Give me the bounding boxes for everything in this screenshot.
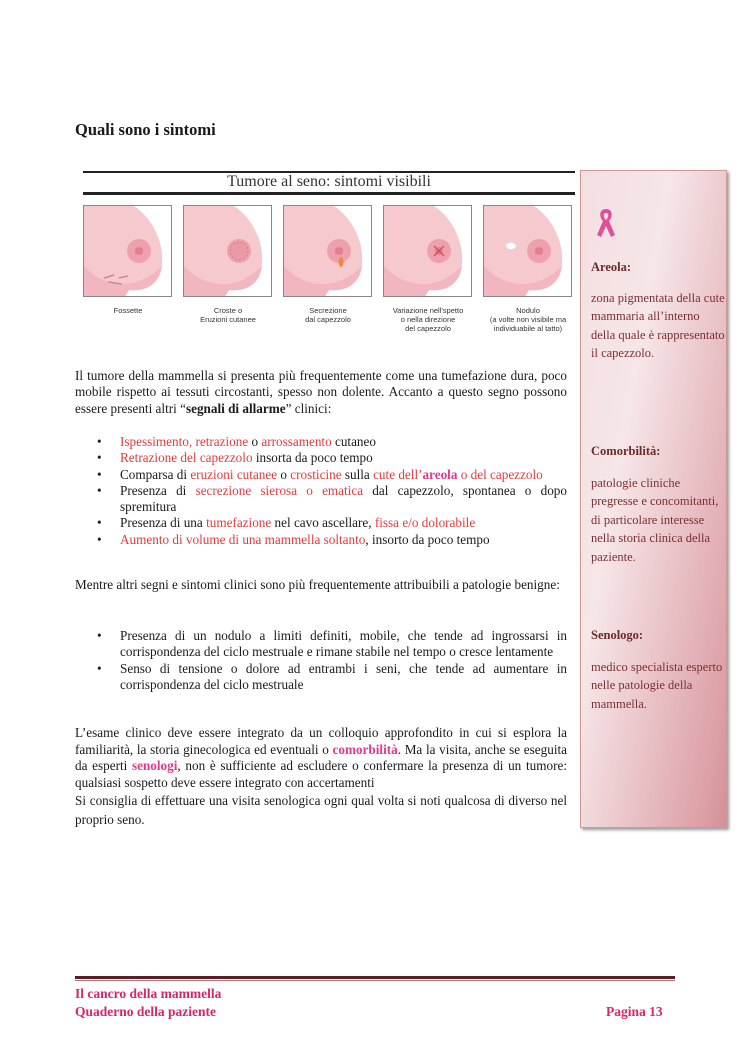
page-number: Pagina 13 — [606, 1004, 663, 1019]
alarm-highlight: secrezione sierosa o ematica — [195, 482, 364, 498]
alarm-highlight: fissa e/o dolorabile — [374, 515, 476, 531]
figure-caption: Nodulo (a volte non visibile ma individuabile al tatto) — [489, 306, 567, 333]
text-segment: o — [277, 466, 291, 482]
text-segment: dal capezzolo, spontanea o dopo spremitura — [120, 482, 567, 515]
alarm-sign-item — [75, 515, 567, 531]
text-segment: Presenza di — [120, 482, 196, 498]
alarm-sign-item — [75, 483, 567, 516]
benign-sign-item — [75, 661, 567, 694]
text-segment: Comparsa di — [120, 466, 191, 482]
section-title: Quali sono i sintomi — [75, 120, 216, 139]
glossary-term-areola: Areola: — [591, 260, 632, 274]
glossary-highlight: comorbilità — [332, 741, 398, 757]
glossary-term-senologo: Senologo: — [591, 628, 644, 642]
pink-ribbon-icon — [595, 207, 617, 239]
glossary-highlight: senologi — [131, 758, 178, 774]
alarm-highlight: Ispessimento, retrazione — [120, 434, 249, 449]
text-segment: cutaneo — [331, 434, 376, 449]
text-segment: L’esame clinico deve essere integrato da un colloquio approfondito in cui si esplora la familiarità, la storia ginecologica ed eventuali o — [75, 725, 567, 757]
glossary-term-comorbilita: Comorbilità: — [591, 444, 661, 458]
text-segment: , non è sufficiente ad escludere o confermare la presenza di un tumore: qualsiasi sospetto deve essere integrato con accertamenti — [75, 758, 567, 790]
figure-caption: Fossette — [113, 306, 143, 315]
figure-caption: Variazione nell'spetto o nella direzione del capezzolo — [392, 306, 464, 333]
glossary-highlight: areola — [422, 466, 458, 482]
intro-paragraph — [75, 368, 567, 417]
figure-caption: Croste o Eruzioni cutanee — [200, 306, 256, 324]
closing-paragraph — [75, 725, 567, 829]
glossary-definition-senologo: medico specialista esperto nelle patologie della mammella. — [591, 660, 723, 711]
symptoms-figure — [83, 170, 575, 342]
footer-rule-thin — [75, 980, 675, 981]
alarm-sign-item — [75, 532, 567, 548]
footer-book-subtitle: Quaderno della paziente — [75, 1004, 216, 1019]
alarm-highlight: o del capezzolo — [457, 466, 543, 482]
text-segment: insorta da poco tempo — [252, 450, 373, 466]
text-segment: Presenza di una — [120, 515, 207, 531]
alarm-sign-item — [75, 467, 567, 483]
footer-rule — [75, 976, 675, 979]
text-segment: nel cavo ascellare, — [271, 515, 375, 531]
closing-advice: Si consiglia di effettuare una visita senologica ogni qual volta si noti qualcosa di diverso nel proprio seno. — [75, 793, 567, 828]
alarm-highlight: arrossamento — [261, 434, 332, 449]
text-segment: . Ma la visita, anche se eseguita da esperti — [75, 741, 568, 774]
alarm-highlight: Aumento di volume di una mammella soltanto — [120, 531, 366, 547]
text-segment: Presenza di un nodulo a limiti definiti, mobile, che tende ad ingrossarsi in corrispondenza del ciclo mestruale e rimane stabile nel tempo o cresce lentamente — [120, 628, 567, 660]
text-segment: Senso di tensione o dolore ad entrambi i seni, che tende ad aumentare in corrispondenza del ciclo mestruale — [120, 660, 567, 692]
glossary-sidebar — [580, 170, 727, 828]
text-segment: Il tumore della mammella si presenta più frequentemente come una tumefazione dura, poco mobile rispetto ai tessuti circostanti, spesso non dolente. Accanto a questo segno possono essere presenti altri “ — [75, 368, 567, 416]
breast-illustration-2 — [183, 205, 272, 297]
glossary-definition-areola: zona pigmentata della cute mammaria all’interno della quale è rappresentato il capezzolo. — [591, 291, 725, 361]
alarm-highlight: crosticine — [290, 466, 342, 482]
text-segment: ” clinici: — [285, 400, 332, 416]
alarm-highlight: Retrazione del capezzolo — [120, 450, 253, 466]
figure-caption: Secrezione dal capezzolo — [305, 306, 351, 324]
text-segment: o — [248, 434, 262, 449]
alarm-signs-list — [75, 434, 567, 548]
figure-rule-bottom — [83, 192, 575, 195]
breast-illustration-3 — [283, 205, 372, 297]
alarm-sign-item — [75, 450, 567, 466]
text-segment: , insorto da poco tempo — [365, 531, 490, 547]
alarm-highlight: cute dell’ — [373, 466, 423, 482]
glossary-definition-comorbilita: patologie cliniche pregresse e concomitanti, di particolare interesse nella storia clinica della paziente. — [591, 476, 719, 564]
text-segment: segnali di allarme — [185, 400, 286, 416]
alarm-highlight: tumefazione — [206, 515, 272, 531]
text-segment: Mentre altri segni e sintomi clinici sono più frequentemente attribuibili a patologie benigne: — [75, 577, 560, 592]
benign-intro-paragraph — [75, 577, 567, 593]
benign-sign-item — [75, 628, 567, 661]
footer-book-title: Il cancro della mammella — [75, 986, 222, 1001]
breast-illustration-1 — [83, 205, 172, 297]
breast-illustration-4 — [383, 205, 472, 297]
alarm-highlight: eruzioni cutanee — [190, 466, 278, 482]
figure-title: Tumore al seno: sintomi visibili — [227, 173, 431, 190]
benign-signs-list — [75, 628, 567, 693]
alarm-sign-item — [75, 434, 567, 450]
text-segment: sulla — [341, 466, 374, 482]
breast-illustration-5 — [483, 205, 572, 297]
